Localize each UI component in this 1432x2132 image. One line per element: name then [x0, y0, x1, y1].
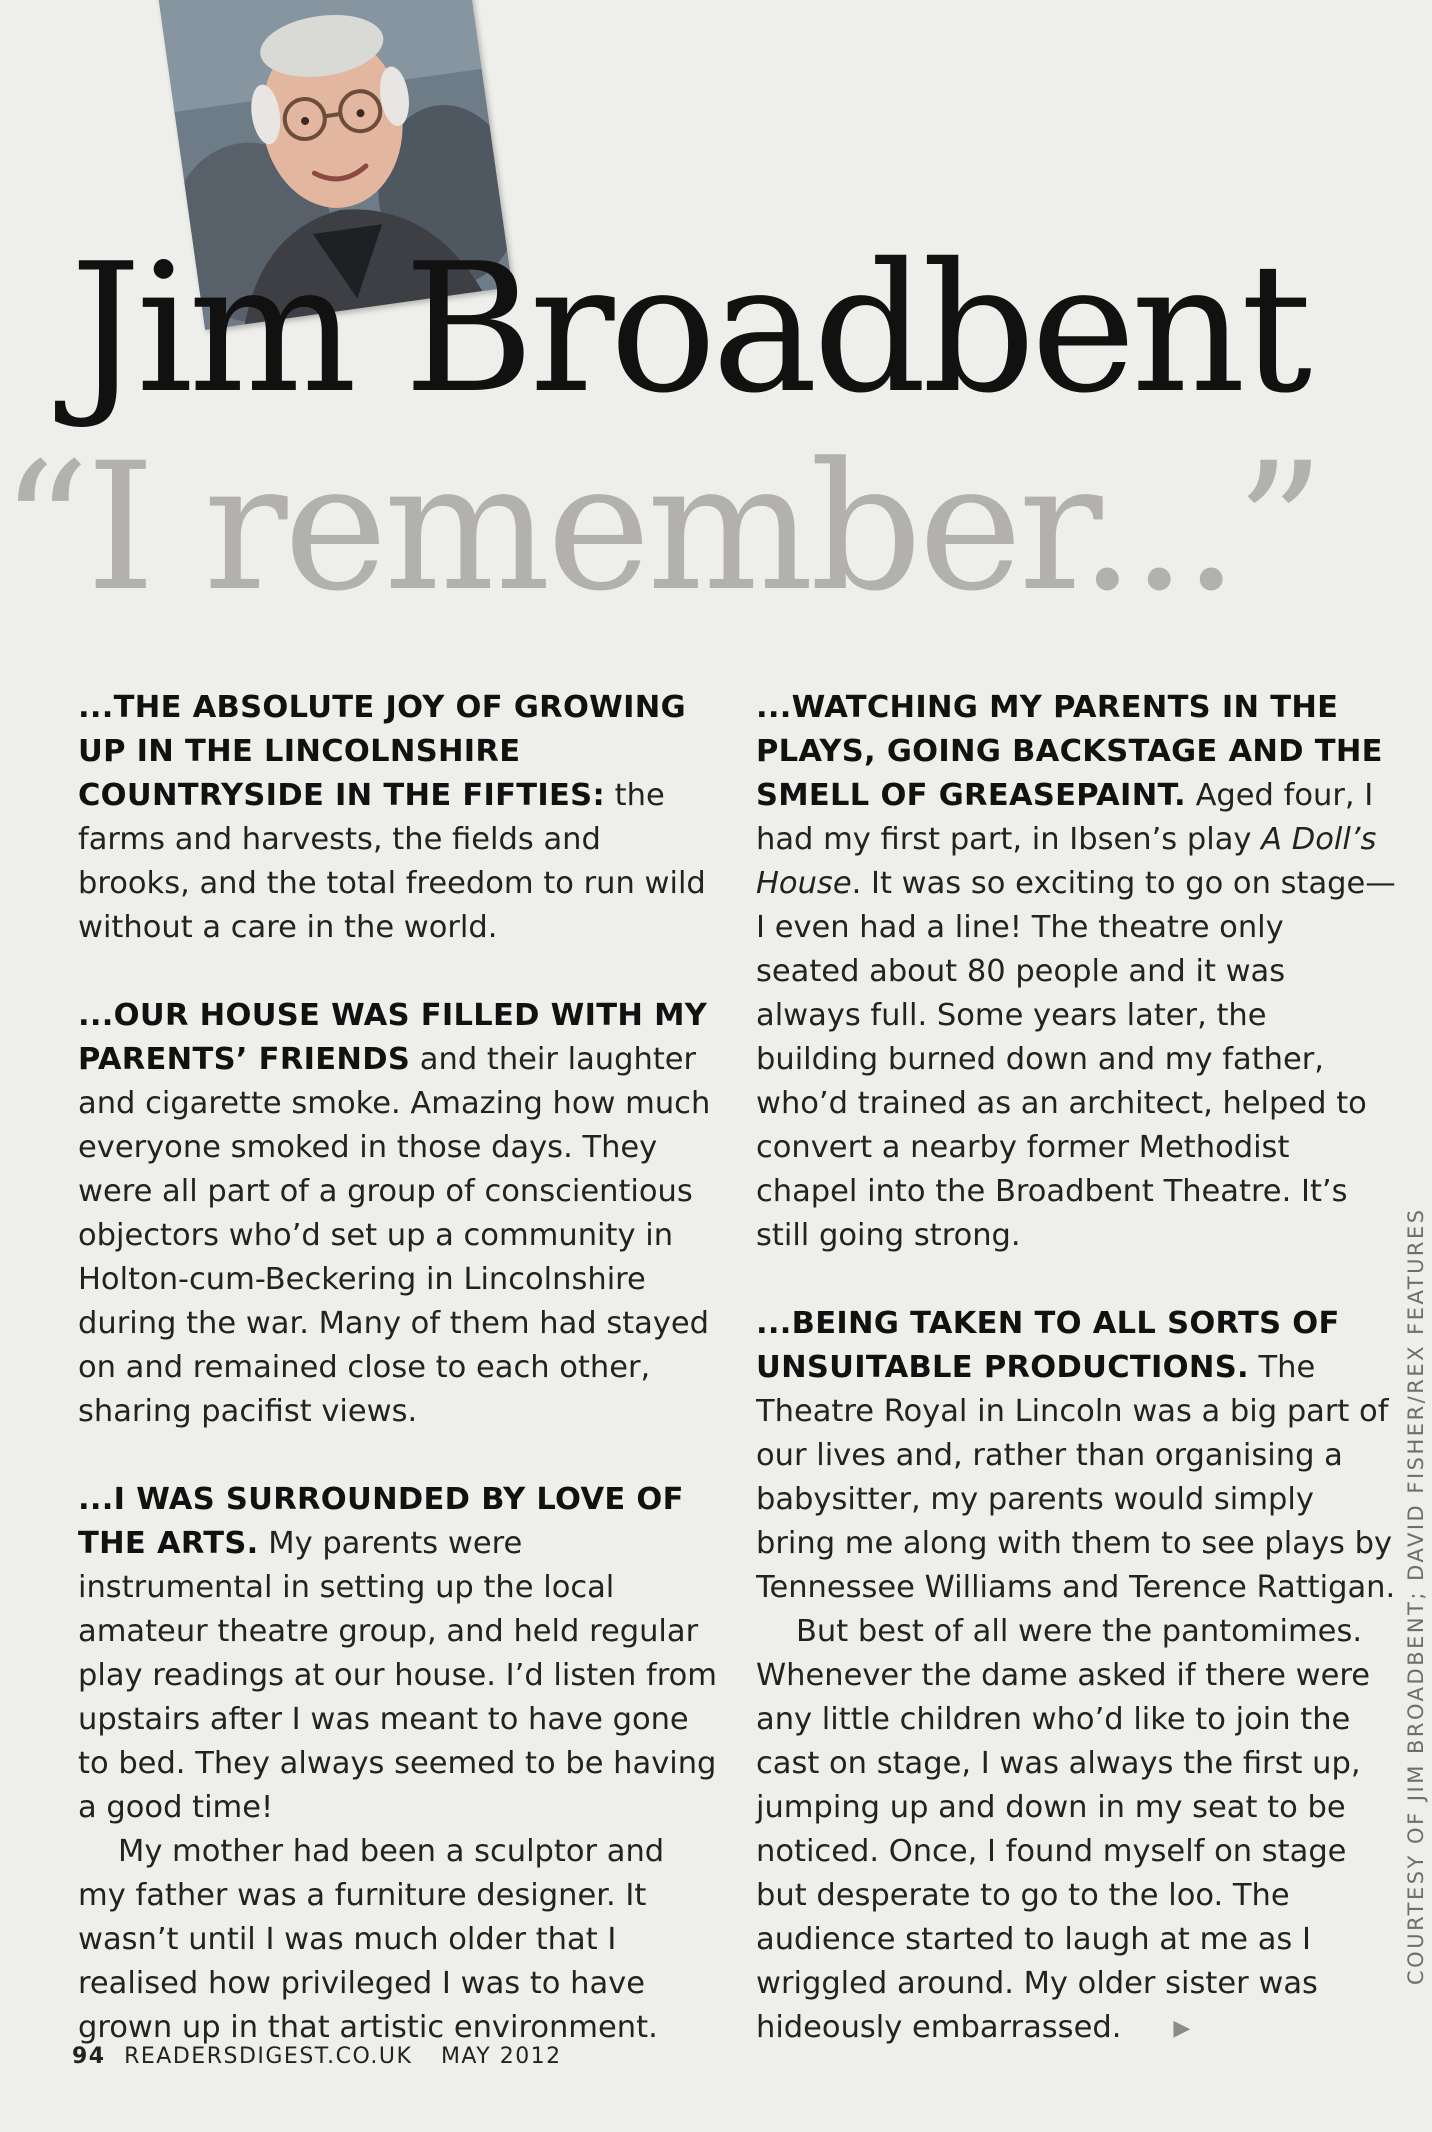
page-footer — [72, 2044, 562, 2069]
page-number: 94 — [72, 2044, 106, 2069]
memory-body: My mother had been a sculptor and my father was a furniture designer. It wasn’t until I was much older that I realised how privileged I was to have grown up in that artistic environment. — [78, 1834, 665, 2045]
memory-paragraph — [756, 1302, 1396, 1610]
article-subtitle-quote: “I remember...” — [0, 425, 1322, 630]
article-title: Jim Broadbent — [70, 225, 1308, 432]
left-column — [78, 686, 718, 2094]
memory-lead: ...I WAS SURROUNDED BY LOVE OF THE ARTS. — [78, 1482, 684, 1561]
memory-paragraph — [78, 994, 718, 1434]
memory-paragraph — [78, 1478, 718, 1830]
memory-paragraph — [78, 686, 718, 950]
memory-body: The Theatre Royal in Lincoln was a big part of our lives and, rather than organising a babysitter, my parents would simply bring me along with them to see plays by Tennessee Williams and Terence Rattigan. — [756, 1350, 1396, 1605]
memory-body: But best of all were the pantomimes. Whenever the dame asked if there were any little children who’d like to join the cast on stage, I was always the first up, jumping up and down in my seat to be noticed. Once, I found myself on stage but desperate to go to the loo. The audience started to laugh at me as I wriggled around. My older sister was hideously embarrassed. — [756, 1614, 1370, 2045]
memory-body: and their laughter and cigarette smoke. Amazing how much everyone smoked in those days. They were all part of a group of conscientious objectors who’d set up a community in Holton-cum-Beckering in Lincolnshire during the war. Many of them had stayed on and remained close to each other, sharing pacifist views. — [78, 1042, 711, 1429]
memory-body: the farms and harvests, the fields and brooks, and the total freedom to run wild without a care in the world. — [78, 778, 706, 945]
issue-date: MAY 2012 — [440, 2044, 562, 2069]
right-column — [756, 686, 1396, 2095]
memory-continuation — [756, 1610, 1396, 2051]
memory-body: My parents were instrumental in setting up the local amateur theatre group, and held regular play readings at our house. I’d listen from upstairs after I was meant to have gone to bed. They always seemed to be having a good time! — [78, 1526, 717, 1825]
memory-lead: ...THE ABSOLUTE JOY OF GROWING UP IN THE LINCOLNSHIRE COUNTRYSIDE IN THE FIFTIES: — [78, 690, 686, 813]
memory-lead: ...OUR HOUSE WAS FILLED WITH MY PARENTS’ FRIENDS — [78, 998, 708, 1077]
photo-credit: COURTESY OF JIM BROADBENT; DAVID FISHER/REX FEATURES — [1404, 1207, 1428, 1985]
memory-lead: ...WATCHING MY PARENTS IN THE PLAYS, GOING BACKSTAGE AND THE SMELL OF GREASEPAINT. — [756, 690, 1383, 813]
memory-paragraph — [756, 686, 1396, 1258]
play-title: A Doll’s House — [756, 822, 1377, 901]
memory-body: . It was so exciting to go on stage—I even had a line! The theatre only seated about 80 people and it was always full. Some years later, the building burned down and my father, who’d trained as an architect, helped to convert a nearby former Methodist chapel into the Broadbent Theatre. It’s still going strong. — [756, 866, 1396, 1253]
publication-site: READERSDIGEST.CO.UK — [124, 2044, 413, 2069]
continue-arrow-icon: ▶ — [1173, 2016, 1191, 2041]
memory-lead: ...BEING TAKEN TO ALL SORTS OF UNSUITABLE PRODUCTIONS. — [756, 1306, 1340, 1385]
memory-continuation — [78, 1830, 718, 2050]
memory-body: Aged four, I had my first part, in Ibsen’s play — [756, 778, 1374, 857]
